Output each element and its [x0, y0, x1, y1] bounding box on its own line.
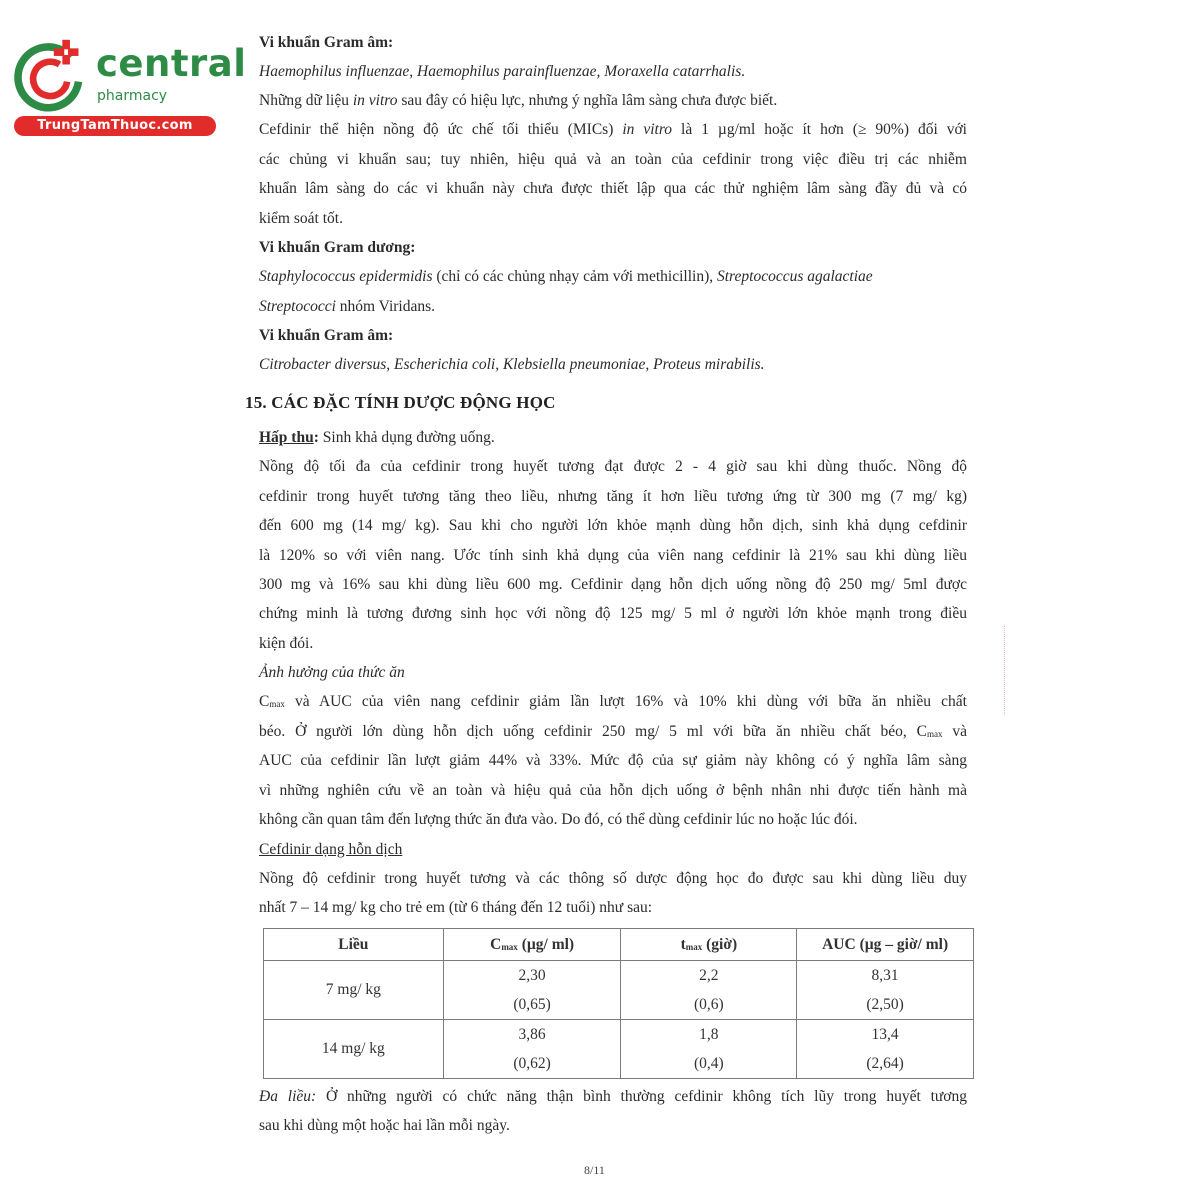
mic-paragraph-line [259, 120, 967, 140]
value-sd: (0,65) [513, 996, 551, 1013]
cell-auc [797, 1020, 974, 1079]
brand-tagline: pharmacy [97, 88, 168, 104]
absorption-line: đến 600 mg (14 mg/ kg). Sau khi cho người lớn khỏe mạnh dùng hỗn dịch, sinh khả dụng cefdinir [259, 517, 967, 534]
table-header-row [264, 929, 974, 961]
multiple-dose-label: Đa liều: [259, 1088, 317, 1105]
text-italic: Streptococcus agalactiae [717, 268, 873, 285]
text: Cefdinir thể hiện nồng độ ức chế tối thiểu (MICs) [259, 121, 623, 138]
text: C [259, 693, 270, 710]
text: (giờ) [702, 935, 738, 953]
cell-auc [797, 961, 974, 1020]
section-title: 15. CÁC ĐẶC TÍNH DƯỢC ĐỘNG HỌC [245, 393, 556, 412]
cell-tmax [621, 961, 797, 1020]
suspension-heading: Cefdinir dạng hỗn dịch [259, 841, 403, 858]
text: Liều [338, 935, 369, 953]
column-header-cmax [443, 929, 621, 961]
value-sd: (2,64) [866, 1055, 904, 1072]
cell-cmax [443, 1020, 621, 1079]
heading-gram-negative: Vi khuẩn Gram âm: [259, 34, 394, 51]
text: Sinh khả dụng đường uống. [318, 429, 495, 446]
invitro-note [259, 91, 967, 111]
pharmacy-cross-logo-icon [12, 36, 88, 112]
value-sd: (0,4) [694, 1055, 724, 1072]
value: 2,30 [518, 967, 546, 984]
text: t [680, 935, 686, 953]
food-effect-line [259, 692, 967, 714]
subscript: max [269, 699, 285, 709]
text-italic: in vitro [352, 92, 398, 109]
text-italic: Streptococci [259, 298, 336, 315]
absorption-line: Nồng độ tối đa của cefdinir trong huyết tương đạt được 2 - 4 giờ sau khi dùng thuốc. Nồng độ [259, 458, 967, 475]
text: béo. Ở người lớn dùng hỗn dịch uống cefdinir 250 mg/ 5 ml với bữa ăn nhiều chất béo, [259, 723, 917, 740]
text-italic: in vitro [622, 121, 673, 138]
multiple-dose-line: sau khi dùng một hoặc hai lần mỗi ngày. [259, 1117, 510, 1134]
value-sd: (0,62) [513, 1055, 551, 1072]
table-row [264, 961, 974, 1020]
value: 8,31 [871, 967, 899, 984]
text: : [313, 429, 319, 446]
page-number: 8/11 [584, 1163, 605, 1177]
text: (µg/ ml) [517, 935, 575, 953]
column-header-auc [797, 929, 974, 961]
food-effect-line: không cần quan tâm đến lượng thức ăn đưa vào. Do đó, có thể dùng cefdinir lúc no hoặc lúc đói. [259, 811, 858, 828]
text: C [490, 935, 502, 953]
suspension-line: Nồng độ cefdinir trong huyết tương và các thông số dược động học đo được sau khi dùng liều duy [259, 870, 967, 887]
subscript: max [926, 729, 943, 739]
absorption-heading [259, 428, 967, 448]
text: nhóm Viridans. [335, 298, 436, 315]
text: và [942, 723, 967, 740]
scan-margin-marks [1004, 625, 1009, 715]
value-sd: (2,50) [866, 996, 904, 1013]
website-badge: TrungTamThuoc.com [14, 116, 216, 136]
value-sd: (0,6) [694, 996, 724, 1013]
text: C [916, 723, 927, 740]
cell-dose: 7 mg/ kg [264, 961, 444, 1020]
absorption-line: chứng minh là tương đương sinh học với nồng độ 125 mg/ 5 ml ở người lớn khỏe mạnh trong điều [259, 605, 967, 622]
mic-paragraph-line: kiểm soát tốt. [259, 210, 343, 227]
text: AUC (µg – giờ/ ml) [822, 935, 949, 953]
species-gram-negative: Haemophilus influenzae, Haemophilus parainfluenzae, Moraxella catarrhalis. [259, 63, 746, 80]
absorption-line: là 120% so với viên nang. Ước tính sinh khả dụng của viên nang cefdinir là 21% sau khi dùng liều [259, 547, 967, 564]
subscript: max [501, 941, 518, 952]
pharmacy-logo [8, 36, 247, 136]
multiple-dose-line [259, 1087, 967, 1107]
absorption-line: kiện đói. [259, 635, 314, 652]
value: 3,86 [518, 1026, 546, 1043]
food-effect-line: vì những nghiên cứu về an toàn và hiệu quả của hỗn dịch uống ở bệnh nhân nhi được tiến hành mà [259, 782, 967, 799]
food-effect-heading: Ảnh hưởng của thức ăn [259, 664, 405, 681]
value: 1,8 [699, 1026, 719, 1043]
text: và AUC của viên nang cefdinir giảm lần lượt 16% và 10% khi dùng với bữa ăn nhiều chất [284, 693, 967, 710]
species-gram-positive [259, 267, 967, 287]
species-gram-negative-2: Citrobacter diversus, Escherichia coli, Klebsiella pneumoniae, Proteus mirabilis. [259, 356, 765, 373]
subscript: max [685, 941, 703, 952]
text: Ở những người có chức năng thận bình thường cefdinir không tích lũy trong huyết tương [316, 1088, 967, 1105]
cell-dose: 14 mg/ kg [264, 1020, 444, 1079]
text: là 1 µg/ml hoặc ít hơn (≥ 90%) đối với [672, 121, 967, 138]
mic-paragraph-line: khuẩn lâm sàng do các vi khuẩn này chưa được thiết lập qua các thử nghiệm lâm sàng đầy đủ và có [259, 180, 967, 197]
table-row [264, 1020, 974, 1079]
cell-tmax [621, 1020, 797, 1079]
absorption-line: cefdinir trong huyết tương tăng theo liều, nhưng tăng ít hơn liều tương ứng từ 300 mg (7 mg/ kg) [259, 488, 967, 505]
column-header-tmax [621, 929, 797, 961]
mic-paragraph-line: các chủng vi khuẩn sau; tuy nhiên, hiệu quả và an toàn của cefdinir trong việc điều trị các nhiễm [259, 151, 967, 168]
text: Những dữ liệu [259, 92, 353, 109]
species-gram-positive [259, 297, 967, 317]
value: 2,2 [699, 967, 719, 984]
absorption-label: Hấp thu [259, 429, 314, 446]
cell-cmax [443, 961, 621, 1020]
text-italic: Staphylococcus epidermidis [259, 268, 433, 285]
value: 13,4 [871, 1026, 899, 1043]
food-effect-line: AUC của cefdinir lần lượt giảm 44% và 33%. Mức độ của sự giảm này không có ý nghĩa lâm sàng [259, 752, 967, 769]
heading-gram-positive: Vi khuẩn Gram dương: [259, 239, 416, 256]
text: (chỉ có các chủng nhạy cảm với methicillin), [432, 268, 717, 285]
brand-name: central [96, 42, 247, 85]
absorption-line: 300 mg và 16% sau khi dùng liều 600 mg. Cefdinir dạng hỗn dịch uống nồng độ 250 mg/ 5ml được [259, 576, 967, 593]
column-header-dose [264, 929, 444, 961]
suspension-line: nhất 7 – 14 mg/ kg cho trẻ em (từ 6 tháng đến 12 tuổi) như sau: [259, 899, 653, 916]
pharmacokinetics-table [263, 928, 974, 1079]
text: sau đây có hiệu lực, nhưng ý nghĩa lâm sàng chưa được biết. [397, 92, 778, 109]
food-effect-line [259, 722, 967, 744]
heading-gram-negative-2: Vi khuẩn Gram âm: [259, 327, 394, 344]
